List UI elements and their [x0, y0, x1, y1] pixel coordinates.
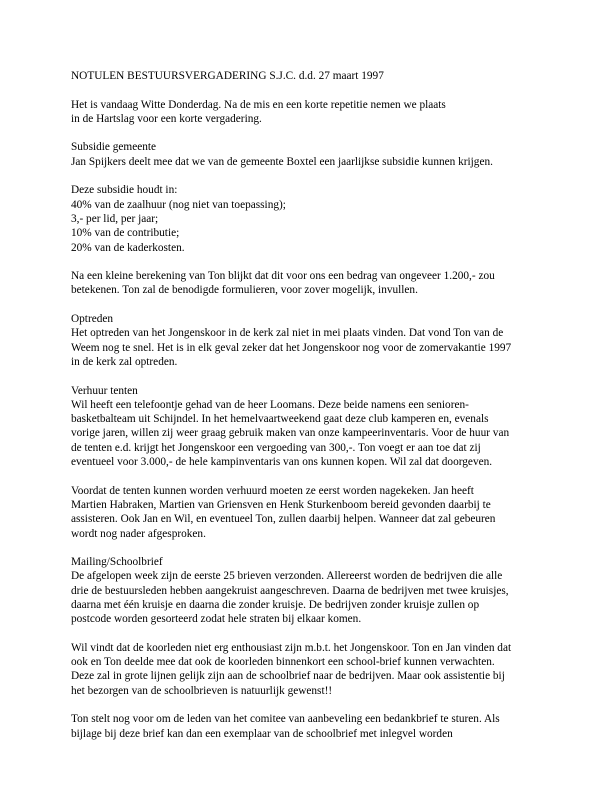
berekening-paragraph	[71, 269, 561, 298]
document-body	[71, 98, 561, 741]
paragraph-gap	[71, 255, 561, 269]
text-line: 20% van de kaderkosten.	[71, 241, 185, 254]
document-title: NOTULEN BESTUURSVERGADERING S.J.C. d.d. 27 maart 1997	[71, 70, 384, 82]
text-line: het bezorgen van de schoolbrieven is natuurlijk gewenst!!	[71, 684, 333, 697]
subsidie-list	[71, 183, 561, 254]
text-line: drie de bestuursleden hebben aangekruist aangeschreven. Daarna de bedrijven met twee kruisjes,	[71, 584, 509, 597]
text-line: Deze zal in grote lijnen gelijk zijn aan de schoolbrief naar de bedrijven. Maar ook assistentie bij	[71, 670, 505, 683]
text-line: Subsidie gemeente	[71, 141, 157, 154]
paragraph-gap	[71, 369, 561, 383]
text-line: Ton stelt nog voor om de leden van het comitee van aanbeveling een bedankbrief te sturen. Als	[71, 713, 500, 726]
intro-paragraph	[71, 98, 561, 127]
text-line: bijlage bij deze brief kan dan een exemplaar van de schoolbrief met inlegvel worden	[71, 727, 453, 740]
tenten-paragraph	[71, 484, 561, 541]
paragraph-gap	[71, 169, 561, 183]
text-line: 10% van de contributie;	[71, 227, 180, 240]
text-line: Wil vindt dat de koorleden niet erg enthousiast zijn m.b.t. het Jongenskoor. Ton en Jan vinden dat	[71, 641, 512, 654]
paragraph-gap	[71, 541, 561, 555]
text-line: in de kerk zal optreden.	[71, 355, 178, 368]
text-line: eventueel voor 3.000,- de hele kampinventaris van ons kunnen kopen. Wil zal dat doorgeven.	[71, 456, 493, 469]
comitee-paragraph	[71, 712, 561, 741]
text-line: ook en Ton deelde mee dat ook de koorleden binnenkort een school-brief kunnen verwachten.	[71, 656, 495, 669]
paragraph-gap	[71, 83, 561, 97]
text-line: Weem nog te snel. Het is in elk geval zeker dat het Jongenskoor nog voor de zomervakantie 1997	[71, 341, 512, 354]
text-line: betekenen. Ton zal de benodigde formulieren, voor zover mogelijk, invullen.	[71, 284, 418, 297]
text-line: Het optreden van het Jongenskoor in de kerk zal niet in mei plaats vinden. Dat vond Ton van de	[71, 327, 504, 340]
text-line: Het is vandaag Witte Donderdag. Na de mis en een korte repetitie nemen we plaats	[71, 98, 446, 111]
text-line: daarna met één kruisje en daarna die zonder kruisje. De bedrijven zonder kruisje zullen op	[71, 598, 480, 611]
text-line: wordt nog nader afgesproken.	[71, 527, 206, 540]
text-line: Martien Habraken, Martien van Griensven en Henk Sturkenboom bereid gevonden daarbij te	[71, 498, 491, 511]
paragraph-gap	[71, 469, 561, 483]
text-line: Na een kleine berekening van Ton blijkt dat dit voor ons een bedrag van ongeveer 1.200,- zou	[71, 270, 495, 283]
paragraph-gap	[71, 627, 561, 641]
text-line: de tenten e.d. krijgt het Jongenskoor een vergoeding van 300,-. Ton voegt er aan toe dat zij	[71, 441, 481, 454]
subsidie-section	[71, 140, 561, 169]
optreden-section	[71, 312, 561, 369]
paragraph-gap	[71, 298, 561, 312]
text-line: De afgelopen week zijn de eerste 25 brieven verzonden. Allereerst worden de bedrijven die alle	[71, 570, 503, 583]
text-line: Jan Spijkers deelt mee dat we van de gemeente Boxtel een jaarlijkse subsidie kunnen krijgen.	[71, 155, 493, 168]
text-line: Verhuur tenten	[71, 384, 138, 397]
text-line: Wil heeft een telefoontje gehad van de heer Loomans. Deze beide namens een senioren-	[71, 398, 469, 411]
document-page	[71, 69, 561, 741]
text-line: basketbalteam uit Schijndel. In het hemelvaartweekend gaat deze club kamperen en, evenals	[71, 413, 489, 426]
verhuur-section	[71, 384, 561, 470]
text-line: Deze subsidie houdt in:	[71, 184, 178, 197]
text-line: Optreden	[71, 313, 114, 326]
text-line: 40% van de zaalhuur (nog niet van toepassing);	[71, 198, 286, 211]
text-line: assisteren. Ook Jan en Wil, en eventueel Ton, zullen daarbij helpen. Wanneer dat zal gebeuren	[71, 513, 496, 526]
text-line: in de Hartslag voor een korte vergadering.	[71, 112, 262, 125]
koorleden-paragraph	[71, 641, 561, 698]
text-line: postcode worden gesorteerd zodat hele straten bij elkaar komen.	[71, 613, 362, 626]
mailing-section	[71, 555, 561, 626]
paragraph-gap	[71, 698, 561, 712]
text-line: Mailing/Schoolbrief	[71, 556, 163, 569]
text-line: Voordat de tenten kunnen worden verhuurd moeten ze eerst worden nagekeken. Jan heeft	[71, 484, 474, 497]
text-line: 3,- per lid, per jaar;	[71, 212, 159, 225]
paragraph-gap	[71, 126, 561, 140]
text-line: vorige jaren, willen zij weer graag gebruik maken van onze kampeerinventaris. Voor de huur van	[71, 427, 510, 440]
